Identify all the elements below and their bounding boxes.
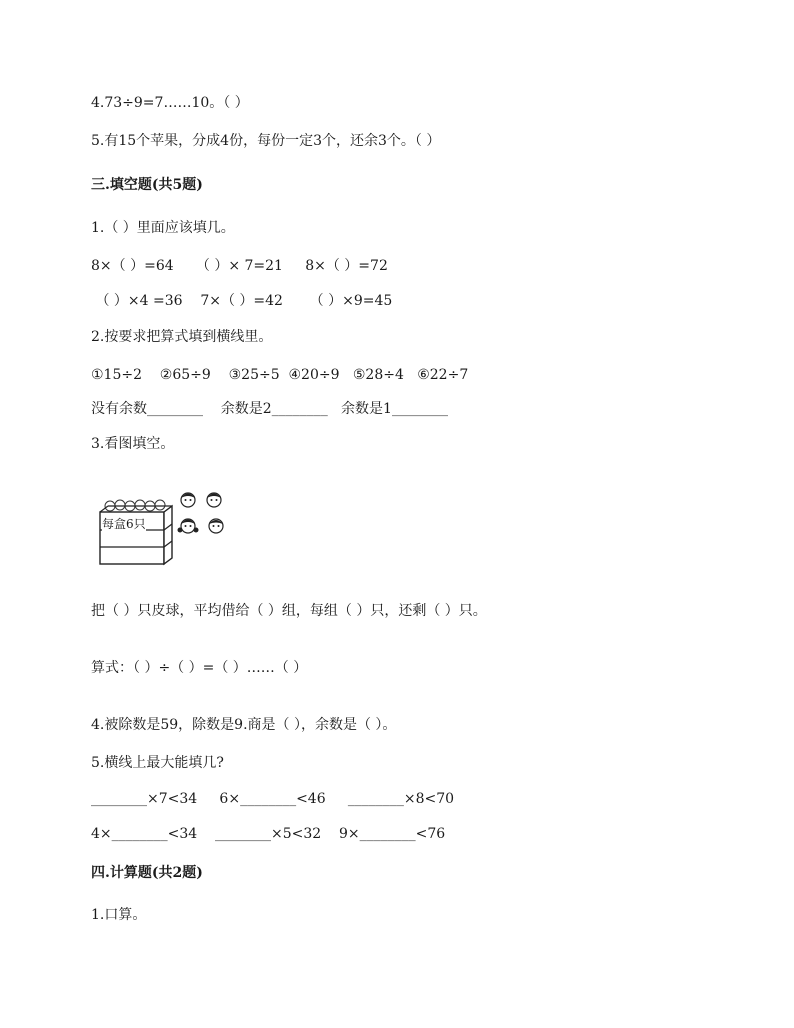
fill-question-5-row-2: 4×________<34 ________×5<32 9×________<76 (91, 826, 446, 842)
box-label: 每盒6只 (102, 517, 146, 531)
fill-question-2: 2.按要求把算式填到横线里。 (91, 329, 273, 345)
fill-question-1-row-1: 8×（ ）=64 （ ）× 7=21 8×（ ）=72 (91, 258, 388, 274)
calc-question-1: 1.口算。 (91, 907, 147, 923)
fill-question-1-row-2: （ ）×4 =36 7×（ ）=42 （ ）×9=45 (91, 293, 393, 309)
question-5: 5.有15个苹果，分成4份，每份一定3个，还余3个。（ ） (91, 133, 441, 149)
fill-question-3-formula: 算式：（ ）÷（ ）=（ ）……（ ） (91, 660, 308, 676)
fill-question-3-sentence: 把（ ）只皮球，平均借给（ ）组，每组（ ）只，还剩（ ）只。 (91, 603, 487, 619)
fill-question-5: 5.横线上最大能填几? (91, 755, 224, 771)
section-3-heading: 三.填空题(共5题) (91, 177, 203, 193)
fill-question-1: 1.（ ）里面应该填几。 (91, 220, 235, 236)
section-4-heading: 四.计算题(共2题) (91, 865, 203, 881)
fill-question-2-blanks: 没有余数________ 余数是2________ 余数是1________ (91, 401, 448, 417)
fill-question-5-row-1: ________×7<34 6×________<46 ________×8<70 (91, 791, 455, 807)
fill-question-2-expressions: ①15÷2 ②65÷9 ③25÷5 ④20÷9 ⑤28÷4 ⑥22÷7 (91, 367, 469, 383)
fill-question-3: 3.看图填空。 (91, 436, 175, 452)
question-4: 4.73÷9=7……10。（ ） (91, 95, 249, 111)
ball-box-figure (96, 486, 236, 566)
fill-question-4: 4.被除数是59，除数是9.商是（ ），余数是（ ）。 (91, 717, 397, 733)
